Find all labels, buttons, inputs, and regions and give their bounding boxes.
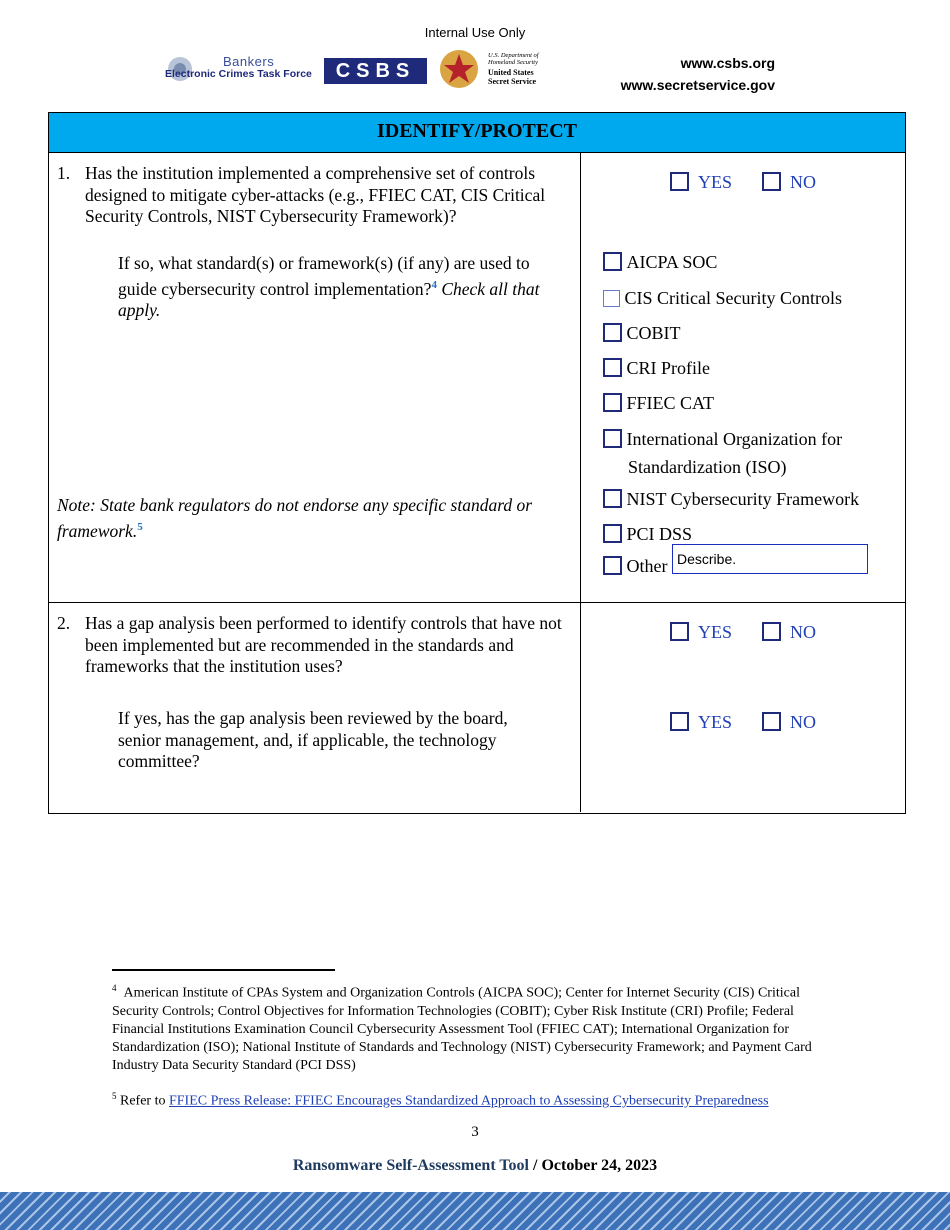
option-pci-dss[interactable]: PCI DSS xyxy=(603,524,692,545)
q2-no-option[interactable] xyxy=(762,622,816,643)
q1-yes-option[interactable] xyxy=(670,172,732,193)
option-cis-controls[interactable]: CIS Critical Security Controls xyxy=(603,288,842,309)
dhs-label: U.S. Department of Homeland Security xyxy=(488,52,539,66)
cobit-checkbox[interactable] xyxy=(603,323,622,342)
q2-text: Has a gap analysis been performed to identify controls that have not been implemented but are recommended in the standards and frameworks that the institution uses? xyxy=(85,613,562,676)
option-other[interactable]: Other xyxy=(603,556,667,577)
footer-separator: / xyxy=(533,1157,538,1174)
usss-label: United States Secret Service xyxy=(488,68,537,86)
q1-number: 1. xyxy=(57,163,71,183)
option-aicpa-soc[interactable]: AICPA SOC xyxy=(603,252,717,273)
q2b-yes-label: YES xyxy=(698,712,733,732)
q2b-no-checkbox[interactable] xyxy=(762,712,781,731)
cis-controls-checkbox[interactable] xyxy=(603,290,620,307)
footnote-4 xyxy=(112,979,842,1075)
pci-dss-checkbox[interactable] xyxy=(603,524,622,543)
iso-checkbox[interactable] xyxy=(603,429,622,448)
q2-no-label: NO xyxy=(790,622,816,642)
page-number: 3 xyxy=(471,1124,479,1140)
cri-profile-checkbox[interactable] xyxy=(603,358,622,377)
footnote-4-number: 4 xyxy=(112,983,117,993)
footer-doc-title: Ransomware Self-Assessment Tool xyxy=(292,1157,529,1174)
column-divider xyxy=(580,152,581,812)
footnote-4-text: American Institute of CPAs System and Organization Controls (AICPA SOC); Center for Internet Security (CIS) Critical Security Controls; Control Objectives for Information Technologies (COBIT); Cyber Risk Institute (CRI) Profile; Federal Financial Institutions Examination Council Cybersecurity Assessment Tool (FFIEC CAT); International Organization for Standardization (ISO); National Institute of Standards and Technology (NIST) Cybersecurity Framework; and Payment Card Industry Data Security Standard (PCI DSS) xyxy=(112,985,812,1073)
csbs-url[interactable]: www.csbs.org xyxy=(680,55,775,71)
classification-label: Internal Use Only xyxy=(424,25,526,40)
option-cobit[interactable]: COBIT xyxy=(603,323,681,344)
secretservice-url[interactable]: www.secretservice.gov xyxy=(620,77,775,93)
other-checkbox[interactable] xyxy=(603,556,622,575)
q2-yes-label: YES xyxy=(698,622,733,642)
csbs-logo: CSBS xyxy=(324,58,427,84)
row-divider xyxy=(48,602,905,603)
ffiec-cat-checkbox[interactable] xyxy=(603,393,622,412)
q2b-no-option[interactable] xyxy=(762,712,816,733)
check-all-instruction: Check all that apply. xyxy=(118,278,540,320)
ectf-logo-text: Electronic Crimes Task Force xyxy=(165,68,312,80)
bankers-ectf-logo xyxy=(165,52,315,84)
q1-no-option[interactable] xyxy=(762,172,816,193)
option-iso[interactable]: International Organization for xyxy=(603,429,842,450)
q1-no-label: NO xyxy=(790,172,816,192)
q1-followup xyxy=(118,253,568,321)
option-iso-line2: Standardization (ISO) xyxy=(628,457,787,477)
footer-stripe xyxy=(0,1192,950,1230)
q1-yes-checkbox[interactable] xyxy=(670,172,689,191)
option-cri-profile[interactable]: CRI Profile xyxy=(603,358,710,379)
secret-service-star-icon xyxy=(438,48,480,90)
q2-yes-option[interactable] xyxy=(670,622,732,643)
section-title: IDENTIFY/PROTECT xyxy=(49,113,905,153)
footnote-ref-5[interactable]: 5 xyxy=(137,520,143,533)
q2-followup: If yes, has the gap analysis been reviewed by the board, senior management, and, if applicable, the technology committee? xyxy=(118,708,508,771)
secret-service-logo xyxy=(438,48,548,92)
option-ffiec-cat[interactable]: FFIEC CAT xyxy=(603,393,714,414)
q1-note xyxy=(57,495,557,542)
footnote-5 xyxy=(112,1087,842,1111)
other-describe-input[interactable]: Describe. xyxy=(672,544,868,574)
option-nist[interactable]: NIST Cybersecurity Framework xyxy=(603,489,859,510)
q1-yes-label: YES xyxy=(698,172,733,192)
q2b-yes-checkbox[interactable] xyxy=(670,712,689,731)
footnote-ref-4[interactable]: 4 xyxy=(431,278,437,291)
q2-yes-checkbox[interactable] xyxy=(670,622,689,641)
q2b-yes-option[interactable] xyxy=(670,712,732,733)
nist-checkbox[interactable] xyxy=(603,489,622,508)
ffiec-press-release-link[interactable]: FFIEC Press Release: FFIEC Encourages Standardized Approach to Assessing Cybersecurity Preparedness xyxy=(168,1093,769,1109)
footnote-separator xyxy=(112,969,335,971)
q1-no-checkbox[interactable] xyxy=(762,172,781,191)
footer-date: October 24, 2023 xyxy=(541,1157,658,1174)
q2-number: 2. xyxy=(57,613,71,633)
footnote-5-number: 5 xyxy=(112,1091,117,1101)
footer-title xyxy=(0,1157,950,1175)
q2-no-checkbox[interactable] xyxy=(762,622,781,641)
footnote-5-prefix: Refer to xyxy=(120,1093,166,1109)
q1-text: Has the institution implemented a comprehensive set of controls designed to mitigate cyber-attacks (e.g., FFIEC CAT, CIS Critical Security Controls, NIST Cybersecurity Framework)? xyxy=(85,163,546,226)
q1-followup-text: If so, what standard(s) or framework(s) (if any) are used to guide cybersecurity control implementation? xyxy=(118,253,530,299)
bankers-logo-text: Bankers xyxy=(223,54,275,69)
aicpa-soc-checkbox[interactable] xyxy=(603,252,622,271)
note-text: Note: State bank regulators do not endorse any specific standard or framework. xyxy=(57,495,533,541)
q2b-no-label: NO xyxy=(790,712,816,732)
